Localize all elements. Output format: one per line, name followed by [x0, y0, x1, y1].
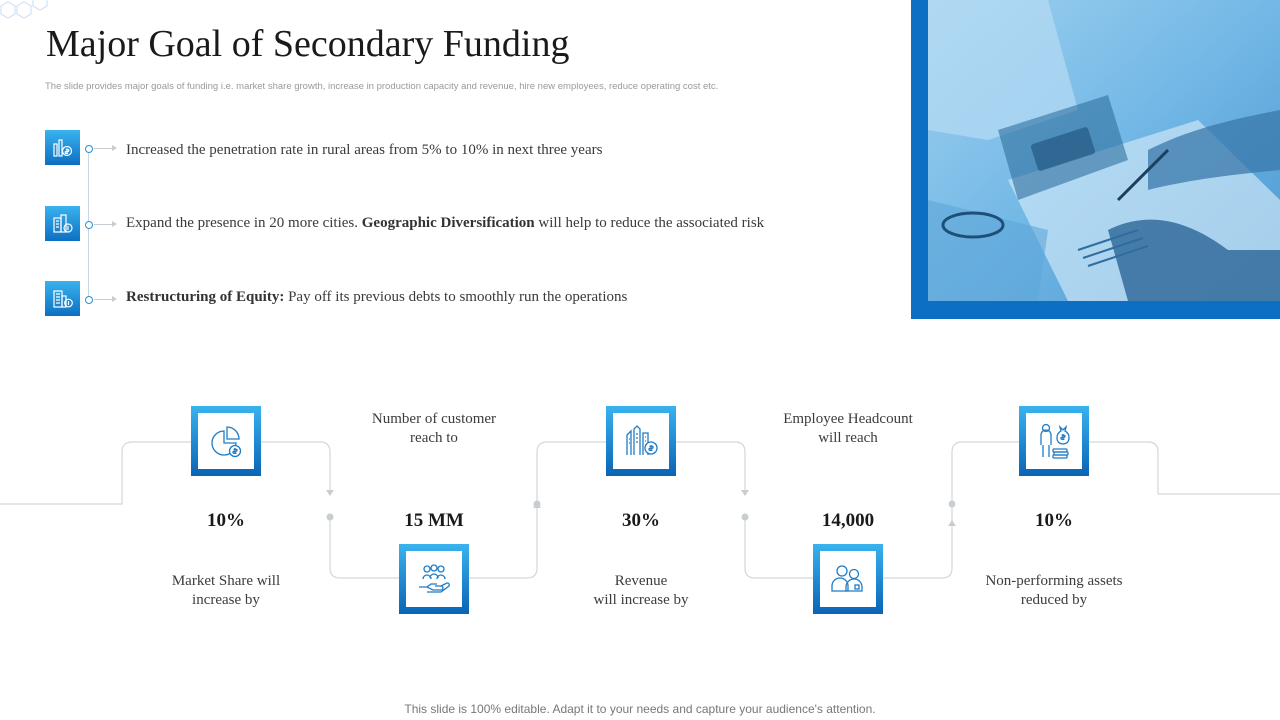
revenue-bars-dollar-icon — [621, 421, 661, 461]
step-value-4: 14,000 — [821, 510, 875, 531]
goal-text-1: Increased the penetration rate in rural areas from 5% to 10% in next three years — [126, 142, 603, 158]
page-title: Major Goal of Secondary Funding — [46, 23, 570, 65]
goal-text-2: Expand the presence in 20 more cities. Geographic Diversification will help to reduce the associated risk — [126, 215, 765, 231]
city-dollar-icon — [51, 212, 75, 236]
finance-chart-icon — [51, 136, 75, 160]
step-value-5: 10% — [1035, 510, 1073, 531]
employees-icon — [828, 559, 868, 599]
step-label-4: Employee Headcount will reach — [783, 411, 913, 446]
goal-icon-3 — [45, 281, 80, 316]
customers-hand-icon — [414, 559, 454, 599]
step-icon-box-2 — [399, 544, 469, 614]
goal-arrow — [94, 224, 116, 225]
person-money-bag-icon — [1034, 421, 1074, 461]
building-dollar-icon — [51, 287, 75, 311]
step-label-2: Number of customer reach to — [371, 411, 497, 446]
timeline-dot — [85, 221, 93, 229]
step-value-2: 15 MM — [404, 510, 464, 531]
pie-chart-dollar-icon — [206, 421, 246, 461]
goal-arrow — [94, 148, 116, 149]
timeline-dot — [85, 296, 93, 304]
step-icon-box-3 — [606, 406, 676, 476]
timeline-dot — [85, 145, 93, 153]
step-icon-box-1 — [191, 406, 261, 476]
goal-arrow — [94, 299, 116, 300]
step-icon-box-4 — [813, 544, 883, 614]
footer-note: This slide is 100% editable. Adapt it to your needs and capture your audience's attention. — [404, 702, 876, 716]
goal-text-3: Restructuring of Equity: Pay off its previous debts to smoothly run the operations — [126, 289, 628, 305]
step-icon-box-5 — [1019, 406, 1089, 476]
step-label-1: Market Share will increase by — [171, 573, 281, 608]
hexagon-decoration — [0, 0, 60, 24]
step-label-3: Revenue will increase by — [593, 573, 689, 608]
goal-icon-1 — [45, 130, 80, 165]
step-value-3: 30% — [622, 510, 660, 531]
step-label-5: Non-performing assets reduced by — [985, 573, 1123, 608]
goal-icon-2 — [45, 206, 80, 241]
step-value-1: 10% — [207, 510, 245, 531]
page-subtitle: The slide provides major goals of funding i.e. market share growth, increase in production capacity and revenue, hire new employees, reduce operating cost etc. — [45, 81, 719, 92]
business-meeting-photo — [928, 0, 1280, 301]
